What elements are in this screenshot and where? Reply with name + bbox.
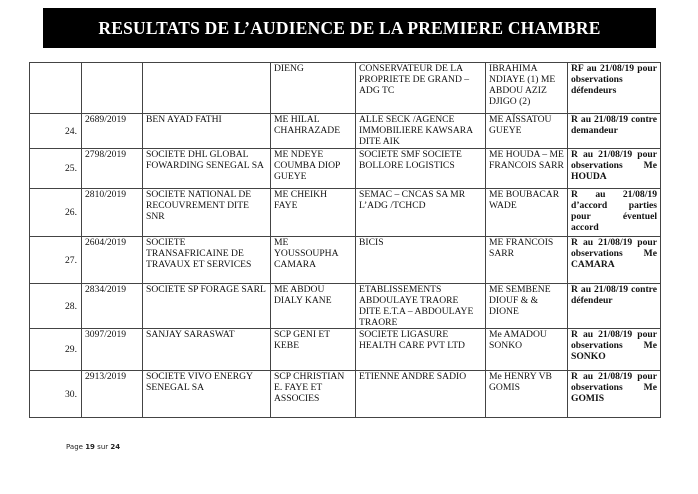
plaintiff-lawyer-text: SCP GENI ET KEBE	[274, 329, 330, 351]
docket-ref-cell	[82, 237, 143, 284]
case-number-text: 26.	[65, 207, 77, 218]
defendant-text: ETIENNE ANDRE SADIO	[359, 371, 467, 382]
title-banner	[43, 8, 656, 48]
plaintiff-lawyer-cell	[271, 189, 356, 237]
defendant-text: SEMAC – CNCAS SA MR L’ADG /TCHCD	[359, 189, 466, 211]
docket-ref-text: 2798/2019	[85, 149, 127, 160]
plaintiff-lawyer-cell	[271, 63, 356, 114]
decision-cell	[568, 189, 661, 237]
docket-ref-text: 2604/2019	[85, 237, 127, 248]
page-title: RESULTATS DE L’AUDIENCE DE LA PREMIERE CHAMBRE	[98, 17, 601, 38]
decision-text: R au 21/08/19 contre défendeur	[571, 284, 657, 306]
sur-label: sur	[97, 443, 109, 451]
decision-text: R au 21/08/19 d’accord parties pour éventuel accord	[571, 189, 657, 233]
docket-ref-text: 2834/2019	[85, 284, 127, 295]
table-row	[30, 189, 661, 237]
plaintiff-lawyer-text: ME CHEIKH FAYE	[274, 189, 328, 211]
docket-ref-cell	[82, 189, 143, 237]
defendant-lawyer-cell	[486, 63, 568, 114]
plaintiff-text: SOCIETE TRANSAFRICAINE DE TRAVAUX ET SERVICES	[146, 237, 252, 270]
defendant-cell	[356, 284, 486, 329]
plaintiff-cell	[143, 329, 271, 371]
docket-ref-text: 3097/2019	[85, 329, 127, 340]
defendant-lawyer-text: ME AÏSSATOU GUEYE	[489, 114, 552, 136]
decision-cell	[568, 149, 661, 189]
docket-ref-cell	[82, 371, 143, 418]
case-number-text: 28.	[65, 300, 77, 312]
decision-cell	[568, 284, 661, 329]
plaintiff-lawyer-text: ME ABDOU DIALY KANE	[274, 284, 332, 306]
defendant-lawyer-text: ME FRANCOIS SARR	[489, 237, 554, 259]
plaintiff-lawyer-cell	[271, 114, 356, 149]
decision-text: R au 21/08/19 pour observations Me GOMIS	[571, 371, 657, 404]
decision-text: R au 21/08/19 pour observations Me CAMARA	[571, 237, 657, 270]
defendant-text: CONSERVATEUR DE LA PROPRIETE DE GRAND – ADG TC	[359, 63, 470, 96]
case-number-text: 30.	[65, 388, 77, 400]
table-row	[30, 329, 661, 371]
defendant-lawyer-cell	[486, 114, 568, 149]
table-row	[30, 284, 661, 329]
defendant-text: SOCIETE LIGASURE HEALTH CARE PVT LTD	[359, 329, 465, 351]
case-number-text: 29.	[65, 344, 77, 355]
plaintiff-lawyer-cell	[271, 329, 356, 371]
defendant-cell	[356, 114, 486, 149]
defendant-lawyer-cell	[486, 237, 568, 284]
defendant-lawyer-text: IBRAHIMA NDIAYE (1) ME ABDOU AZIZ DJIGO (2)	[489, 63, 556, 107]
decision-text: R au 21/08/19 pour observations Me SONKO	[571, 329, 657, 362]
defendant-text: SOCIETE SMF SOCIETE BOLLORE LOGISTICS	[359, 149, 462, 171]
plaintiff-lawyer-text: ME YOUSSOUPHA CAMARA	[274, 237, 338, 270]
plaintiff-text: SOCIETE NATIONAL DE RECOUVREMENT DITE SNR	[146, 189, 252, 222]
docket-ref-cell	[82, 63, 143, 114]
plaintiff-lawyer-cell	[271, 284, 356, 329]
defendant-lawyer-text: ME HOUDA – ME FRANCOIS SARR	[489, 149, 564, 171]
defendant-text: BICIS	[359, 237, 384, 248]
case-number-cell	[30, 237, 82, 284]
decision-cell	[568, 63, 661, 114]
defendant-lawyer-text: Me AMADOU SONKO	[489, 329, 547, 351]
decision-text: RF au 21/08/19 pour observations défendeurs	[571, 63, 657, 96]
table-row	[30, 63, 661, 114]
table-row	[30, 114, 661, 149]
plaintiff-cell	[143, 149, 271, 189]
case-number-text: 25.	[65, 163, 77, 174]
case-number-cell	[30, 114, 82, 149]
defendant-lawyer-cell	[486, 371, 568, 418]
decision-cell	[568, 237, 661, 284]
docket-ref-text: 2810/2019	[85, 189, 127, 200]
docket-ref-cell	[82, 329, 143, 371]
case-number-cell	[30, 371, 82, 418]
plaintiff-text: SOCIETE DHL GLOBAL FOWARDING SENEGAL SA	[146, 149, 264, 171]
plaintiff-lawyer-text: ME NDEYE COUMBA DIOP GUEYE	[274, 149, 341, 182]
case-number-text: 27.	[65, 254, 77, 266]
plaintiff-cell	[143, 284, 271, 329]
results-table	[29, 62, 661, 418]
defendant-lawyer-cell	[486, 189, 568, 237]
docket-ref-text: 2913/2019	[85, 371, 127, 382]
defendant-cell	[356, 237, 486, 284]
plaintiff-lawyer-cell	[271, 237, 356, 284]
case-number-text: 24.	[65, 125, 77, 137]
docket-ref-cell	[82, 284, 143, 329]
defendant-cell	[356, 149, 486, 189]
defendant-cell	[356, 63, 486, 114]
plaintiff-lawyer-cell	[271, 149, 356, 189]
table-row	[30, 371, 661, 418]
decision-text: R au 21/08/19 pour observations Me HOUDA	[571, 149, 657, 182]
docket-ref-cell	[82, 149, 143, 189]
defendant-lawyer-text: ME SEMBENE DIOUF & & DIONE	[489, 284, 551, 317]
defendant-cell	[356, 329, 486, 371]
defendant-lawyer-text: Me HENRY VB GOMIS	[489, 371, 552, 393]
decision-text: R au 21/08/19 contre demandeur	[571, 114, 657, 136]
case-number-cell	[30, 63, 82, 114]
plaintiff-lawyer-text: SCP CHRISTIAN E. FAYE ET ASSOCIES	[274, 371, 345, 404]
plaintiff-lawyer-cell	[271, 371, 356, 418]
docket-ref-cell	[82, 114, 143, 149]
page-total: 24	[110, 443, 121, 451]
plaintiff-lawyer-text: ME HILAL CHAHRAZADE	[274, 114, 341, 136]
plaintiff-cell	[143, 114, 271, 149]
plaintiff-cell	[143, 63, 271, 114]
defendant-text: ETABLISSEMENTS ABDOULAYE TRAORE DITE E.T.A – ABDOULAYE TRAORE	[359, 284, 474, 328]
case-number-cell	[30, 189, 82, 237]
defendant-cell	[356, 189, 486, 237]
table-row	[30, 237, 661, 284]
page-label: Page	[66, 443, 83, 451]
case-number-cell	[30, 149, 82, 189]
page-number: 19	[85, 443, 95, 451]
defendant-lawyer-text: ME BOUBACAR WADE	[489, 189, 560, 211]
plaintiff-lawyer-text: DIENG	[274, 63, 304, 74]
plaintiff-text: SOCIETE SP FORAGE SARL	[146, 284, 266, 295]
table-row	[30, 149, 661, 189]
plaintiff-text: SOCIETE VIVO ENERGY SENEGAL SA	[146, 371, 253, 393]
defendant-text: ALLE SECK /AGENCE IMMOBILIERE KAWSARA DITE AIK	[359, 114, 473, 147]
decision-cell	[568, 329, 661, 371]
decision-cell	[568, 371, 661, 418]
plaintiff-cell	[143, 189, 271, 237]
defendant-lawyer-cell	[486, 329, 568, 371]
page-footer	[66, 443, 120, 451]
decision-cell	[568, 114, 661, 149]
docket-ref-text: 2689/2019	[85, 114, 127, 125]
plaintiff-cell	[143, 371, 271, 418]
plaintiff-text: SANJAY SARASWAT	[146, 329, 235, 340]
plaintiff-cell	[143, 237, 271, 284]
defendant-lawyer-cell	[486, 149, 568, 189]
plaintiff-text: BEN AYAD FATHI	[146, 114, 222, 125]
defendant-cell	[356, 371, 486, 418]
case-number-cell	[30, 284, 82, 329]
case-number-cell	[30, 329, 82, 371]
defendant-lawyer-cell	[486, 284, 568, 329]
